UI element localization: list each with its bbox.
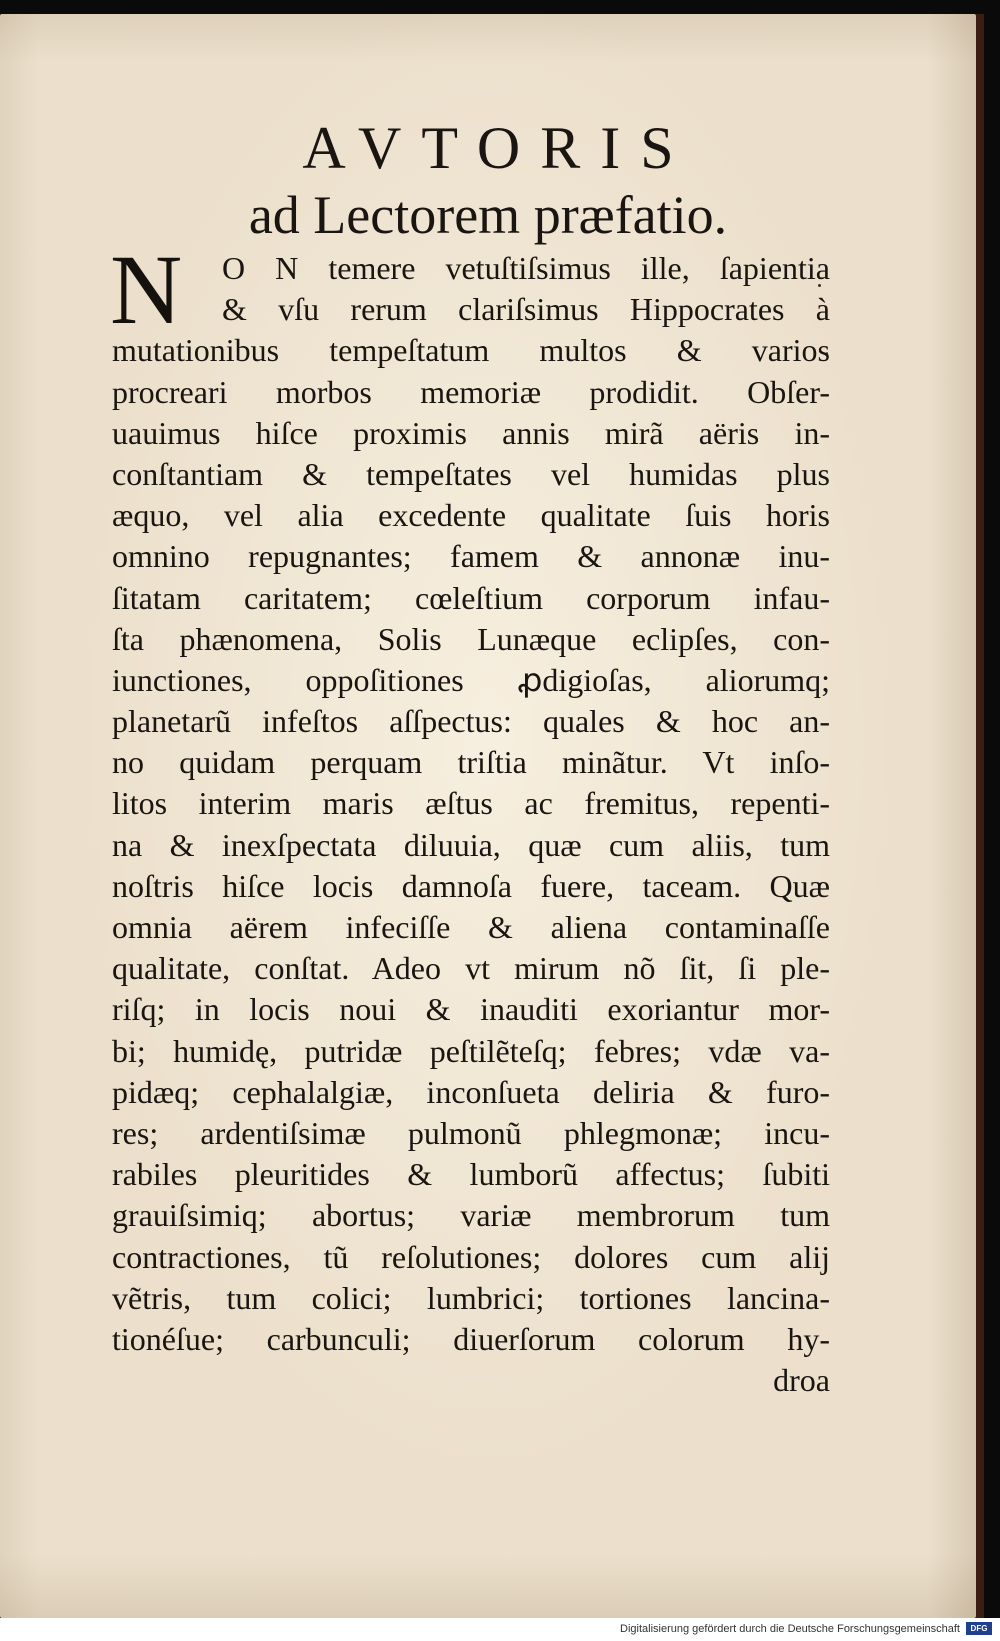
binding-edge [976,14,984,1618]
text-line: uauimus hiſce proximis annis mirã aëris in- [112,414,830,451]
text-line: tionéſue; carbunculi; diuerſorum colorum hy- [112,1320,830,1357]
text-line: na & inexſpectata diluuia, quæ cum aliis, tum [112,826,830,863]
digitization-credit: Digitalisierung gefördert durch die Deutsche Forschungsgemeinschaft [620,1623,960,1635]
text-line: rabiles pleuritides & lumborũ affectus; ſubiti [112,1156,830,1193]
text-line: ſitatam caritatem; cœleſtium corporum infau- [112,579,830,616]
text-line: omnia aërem infeciſſe & aliena contaminaſſe [112,909,830,945]
text-line: mutationibus tempeſtatum multos & varios [112,332,830,369]
text-line: iunctiones, oppoſitiones ꝓdigioſas, aliorumq; [112,661,830,698]
text-line: vẽtris, tum colici; lumbrici; tortiones lancina- [112,1279,830,1316]
text-line: grauiſsimiq; abortus; variæ membrorum tum [112,1197,830,1234]
text-line: O N temere vetuſtiſsimus ille, ſapientia [222,250,830,286]
text-line: omnino repugnantes; famem & annonæ inu- [112,538,830,575]
page-heading: AVTORIS [302,115,694,181]
text-line: conſtantiam & tempeſtates vel humidas plus [112,455,830,492]
text-line: ſta phænomena, Solis Lunæque eclipſes, con- [112,620,830,657]
text-line: æquo, vel alia excedente qualitate ſuis horis [112,497,830,534]
text-line: res; ardentiſsimæ pulmonũ phlegmonæ; incu- [112,1114,830,1151]
dfg-logo: DFG [966,1622,992,1635]
text-line: litos interim maris æſtus ac fremitus, repenti- [112,785,830,822]
text-line: riſq; in locis noui & inauditi exoriantur mor- [112,991,830,1028]
text-line: contractiones, tũ reſolutiones; dolores cum alij [112,1238,830,1275]
page-subheading: ad Lectorem præfatio. [248,185,728,245]
body-text [112,248,830,1401]
text-line: & vſu rerum clariſsimus Hippocrates à [222,291,830,328]
text-line: procreari morbos memoriæ prodidit. Obſer- [112,373,830,410]
text-line: pidæq; cephalalgiæ, inconſueta deliria & furo- [112,1073,830,1110]
text-line: qualitate, conſtat. Adeo vt mirum nõ ſit, ſi ple- [112,950,830,987]
drop-cap-initial: N [110,234,183,345]
text-line: no quidam perquam triſtia minãtur. Vt inſo- [112,744,830,781]
text-line: noſtris hiſce locis damnoſa fuere, taceam. Quæ [112,867,830,904]
catchword: droa [773,1362,830,1399]
text-line: planetarũ infeſtos aſſpectus: quales & hoc an- [112,703,830,740]
text-line: bi; humidę, putridæ peſtilẽteſq; febres; vdæ va- [112,1032,830,1069]
